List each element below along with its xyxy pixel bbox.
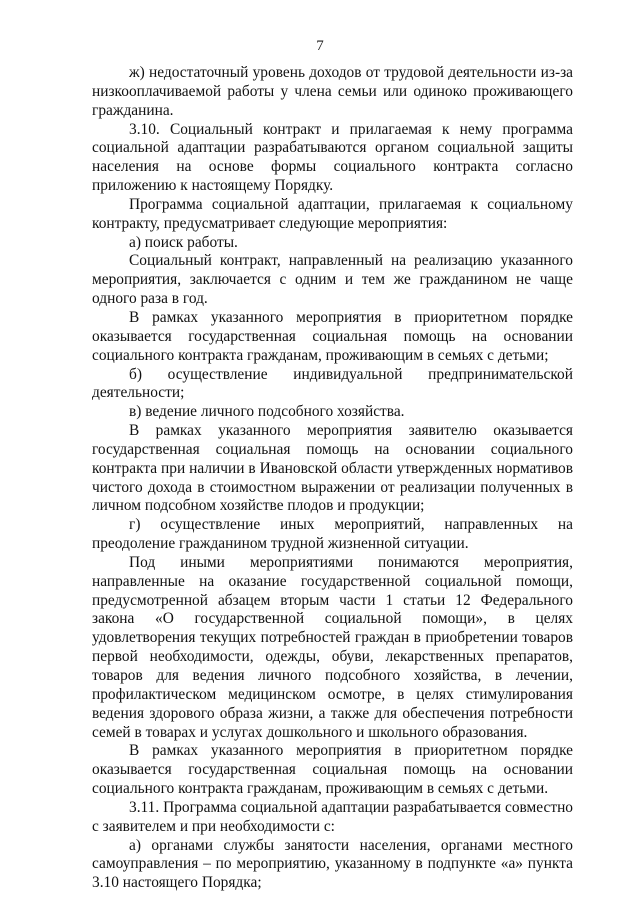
paragraph-b-entrepreneurship: б) осуществление индивидуальной предпринимательской деятельности;	[92, 365, 573, 402]
paragraph-a-job-search: а) поиск работы.	[129, 233, 238, 251]
paragraph-program-measures: Программа социальной адаптации, прилагаемая к социальному контракту, предусматривает следующие мероприятия:	[92, 195, 573, 232]
paragraph-priority-families-2: В рамках указанного мероприятия в приоритетном порядке оказывается государственная социальная помощь на основании социального контракта гражданам, проживающим в семьях с детьми.	[92, 742, 573, 798]
paragraph-household-norms: В рамках указанного мероприятия заявителю оказывается государственная социальная помощь на основании социального контракта при наличии в Ивановской области утвержденных нормативов чистого дохода в стоимостном выражении от реализации полученных в личном подсобном хозяйстве плодов и продукции;	[92, 422, 573, 515]
paragraph-v-household: в) ведение личного подсобного хозяйства.	[129, 403, 405, 421]
paragraph-zh-low-income: ж) недостаточный уровень доходов от трудовой деятельности из-за низкооплачиваемой работы у члена семьи или одиноко проживающего гражданина.	[92, 64, 573, 119]
page-number: 7	[316, 38, 324, 54]
paragraph-contract-frequency: Социальный контракт, направленный на реализацию указанного мероприятия, заключается с одним и тем же гражданином не чаще одного раза в год.	[92, 252, 573, 308]
paragraph-g-other-measures: г) осуществление иных мероприятий, направленных на преодоление гражданином трудной жизненной ситуации.	[92, 516, 573, 553]
document-body	[92, 64, 573, 893]
paragraph-priority-families: В рамках указанного мероприятия в приоритетном порядке оказывается государственная социальная помощь на основании социального контракта гражданам, проживающим в семьях с детьми;	[92, 308, 573, 364]
paragraph-other-measures-definition: Под иными мероприятиями понимаются мероприятия, направленные на оказание государственной социальной помощи, предусмотренной абзацем вторым части 1 статьи 12 Федерального закона «О государственной социальной помощи», в целях удовлетворения текущих потребностей граждан в приобретении товаров первой необходимости, одежды, обуви, лекарственных препаратов, товаров для ведения личного подсобного хозяйства, в лечении, профилактическом медицинском осмотре, в целях стимулирования ведения здорового образа жизни, а также для обеспечения потребности семей в товарах и услугах дошкольного и школьного образования.	[92, 553, 573, 741]
paragraph-a-employment-bodies: а) органами службы занятости населения, органами местного самоуправления – по мероприятию, указанному в подпункте «а» пункта 3.10 настоящего Порядка;	[92, 836, 573, 892]
paragraph-3-11: 3.11. Программа социальной адаптации разрабатывается совместно с заявителем и при необходимости с:	[92, 798, 573, 835]
paragraph-3-10: 3.10. Социальный контракт и прилагаемая к нему программа социальной адаптации разрабатываются органом социальной защиты населения на основе формы социального контракта согласно приложению к настоящему Порядку.	[92, 120, 573, 195]
